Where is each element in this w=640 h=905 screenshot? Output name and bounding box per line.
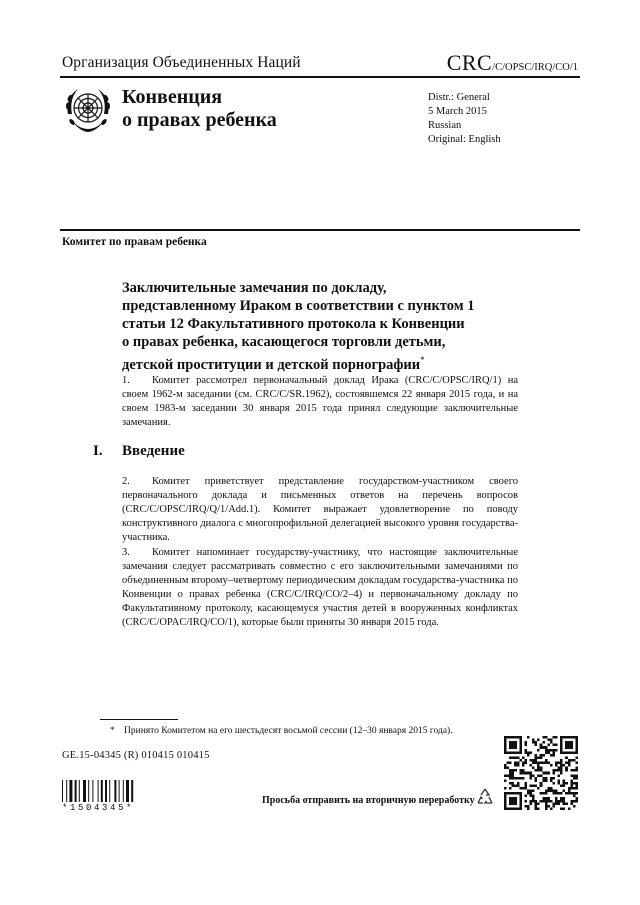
title-line: [122, 351, 522, 374]
footnote-marker: *: [110, 726, 115, 736]
section-number: I.: [93, 443, 103, 459]
recycle-note: Просьба отправить на вторичную переработку: [262, 795, 475, 806]
paragraph-text: Комитет рассмотрел первоначальный доклад Ирака (CRC/C/OPSC/IRQ/1) на своем 1962-м заседании (см. CRC/C/SR.1962), состоявшемся 22 января 2015 года, и на своем 1983-м заседании 30 января 2015 года принял следующие заключительные замечания.: [122, 375, 518, 428]
recycle-icon: [474, 786, 496, 808]
header-rule: [60, 76, 580, 78]
section-title: Введение: [122, 443, 185, 459]
job-number: GE.15-04345 (R) 010415 010415: [62, 750, 210, 761]
distr-line: Distr.: General: [428, 92, 490, 103]
date-line: 5 March 2015: [428, 106, 487, 117]
organization-name: Организация Объединенных Наций: [62, 54, 301, 71]
convention-title: [122, 86, 277, 132]
original-line: Original: English: [428, 134, 501, 145]
title-line: о правах ребенка, касающегося торговли детьми,: [122, 334, 446, 350]
barcode-text: *1504345*: [62, 803, 135, 813]
paragraph-text: Комитет приветствует представление государством-участником своего первоначального доклада и письменных ответов на перечень вопросов (CRC/C/OPSC/IRQ/Q/1/Add.1). Комитет выражает удовлетворение по поводу конструктивного диалога с многопрофильной делегацией высокого уровня государства-участника.: [122, 476, 518, 543]
barcode-icon: [62, 780, 154, 802]
convention-title-line2: о правах ребенка: [122, 109, 277, 131]
paragraph-3: [122, 546, 518, 630]
document-symbol: [447, 50, 578, 76]
title-line: Заключительные замечания по докладу,: [122, 280, 387, 296]
symbol-suffix: /C/OPSC/IRQ/CO/1: [492, 62, 578, 73]
document-title: [122, 279, 522, 374]
footnote-text: Принято Комитетом на его шестьдесят восьмой сессии (12–30 января 2015 года).: [124, 726, 453, 736]
paragraph-number: 2.: [122, 476, 130, 487]
committee-name: Комитет по правам ребенка: [62, 236, 207, 248]
un-emblem-icon: [62, 84, 114, 136]
language-line: Russian: [428, 120, 462, 131]
paragraph-number: 3.: [122, 547, 130, 558]
paragraph-text: Комитет напоминает государству-участнику, что настоящие заключительные замечания следует рассматривать совместно с его заключительными замечаниями по объединенным второму–четвертому периодическим докладам государства-участника по Конвенции о правах ребенка (CRC/C/IRQ/CO/2–4) и первоначальному докладу по Факультативному протоколу, касающемуся участия детей в вооруженных конфликтах (CRC/C/OPAC/IRQ/CO/1), которые были приняты 30 января 2015 года.: [122, 547, 518, 628]
distribution-block: [428, 91, 501, 147]
title-line: представленному Ираком в соответствии с пунктом 1: [122, 298, 475, 314]
paragraph-2: [122, 475, 518, 545]
symbol-main: CRC: [446, 50, 493, 75]
title-footnote-marker: *: [420, 355, 425, 365]
qr-code-icon: [504, 736, 578, 810]
convention-title-line1: Конвенция: [122, 86, 223, 108]
title-line: статьи 12 Факультативного протокола к Конвенции: [122, 316, 465, 332]
paragraph-number: 1.: [122, 375, 130, 386]
footnote: [110, 726, 453, 736]
title-line-text: детской проституции и детской порнографии: [122, 356, 421, 373]
footnote-rule: [100, 719, 178, 720]
title-rule: [60, 229, 580, 231]
paragraph-1: [122, 374, 518, 430]
